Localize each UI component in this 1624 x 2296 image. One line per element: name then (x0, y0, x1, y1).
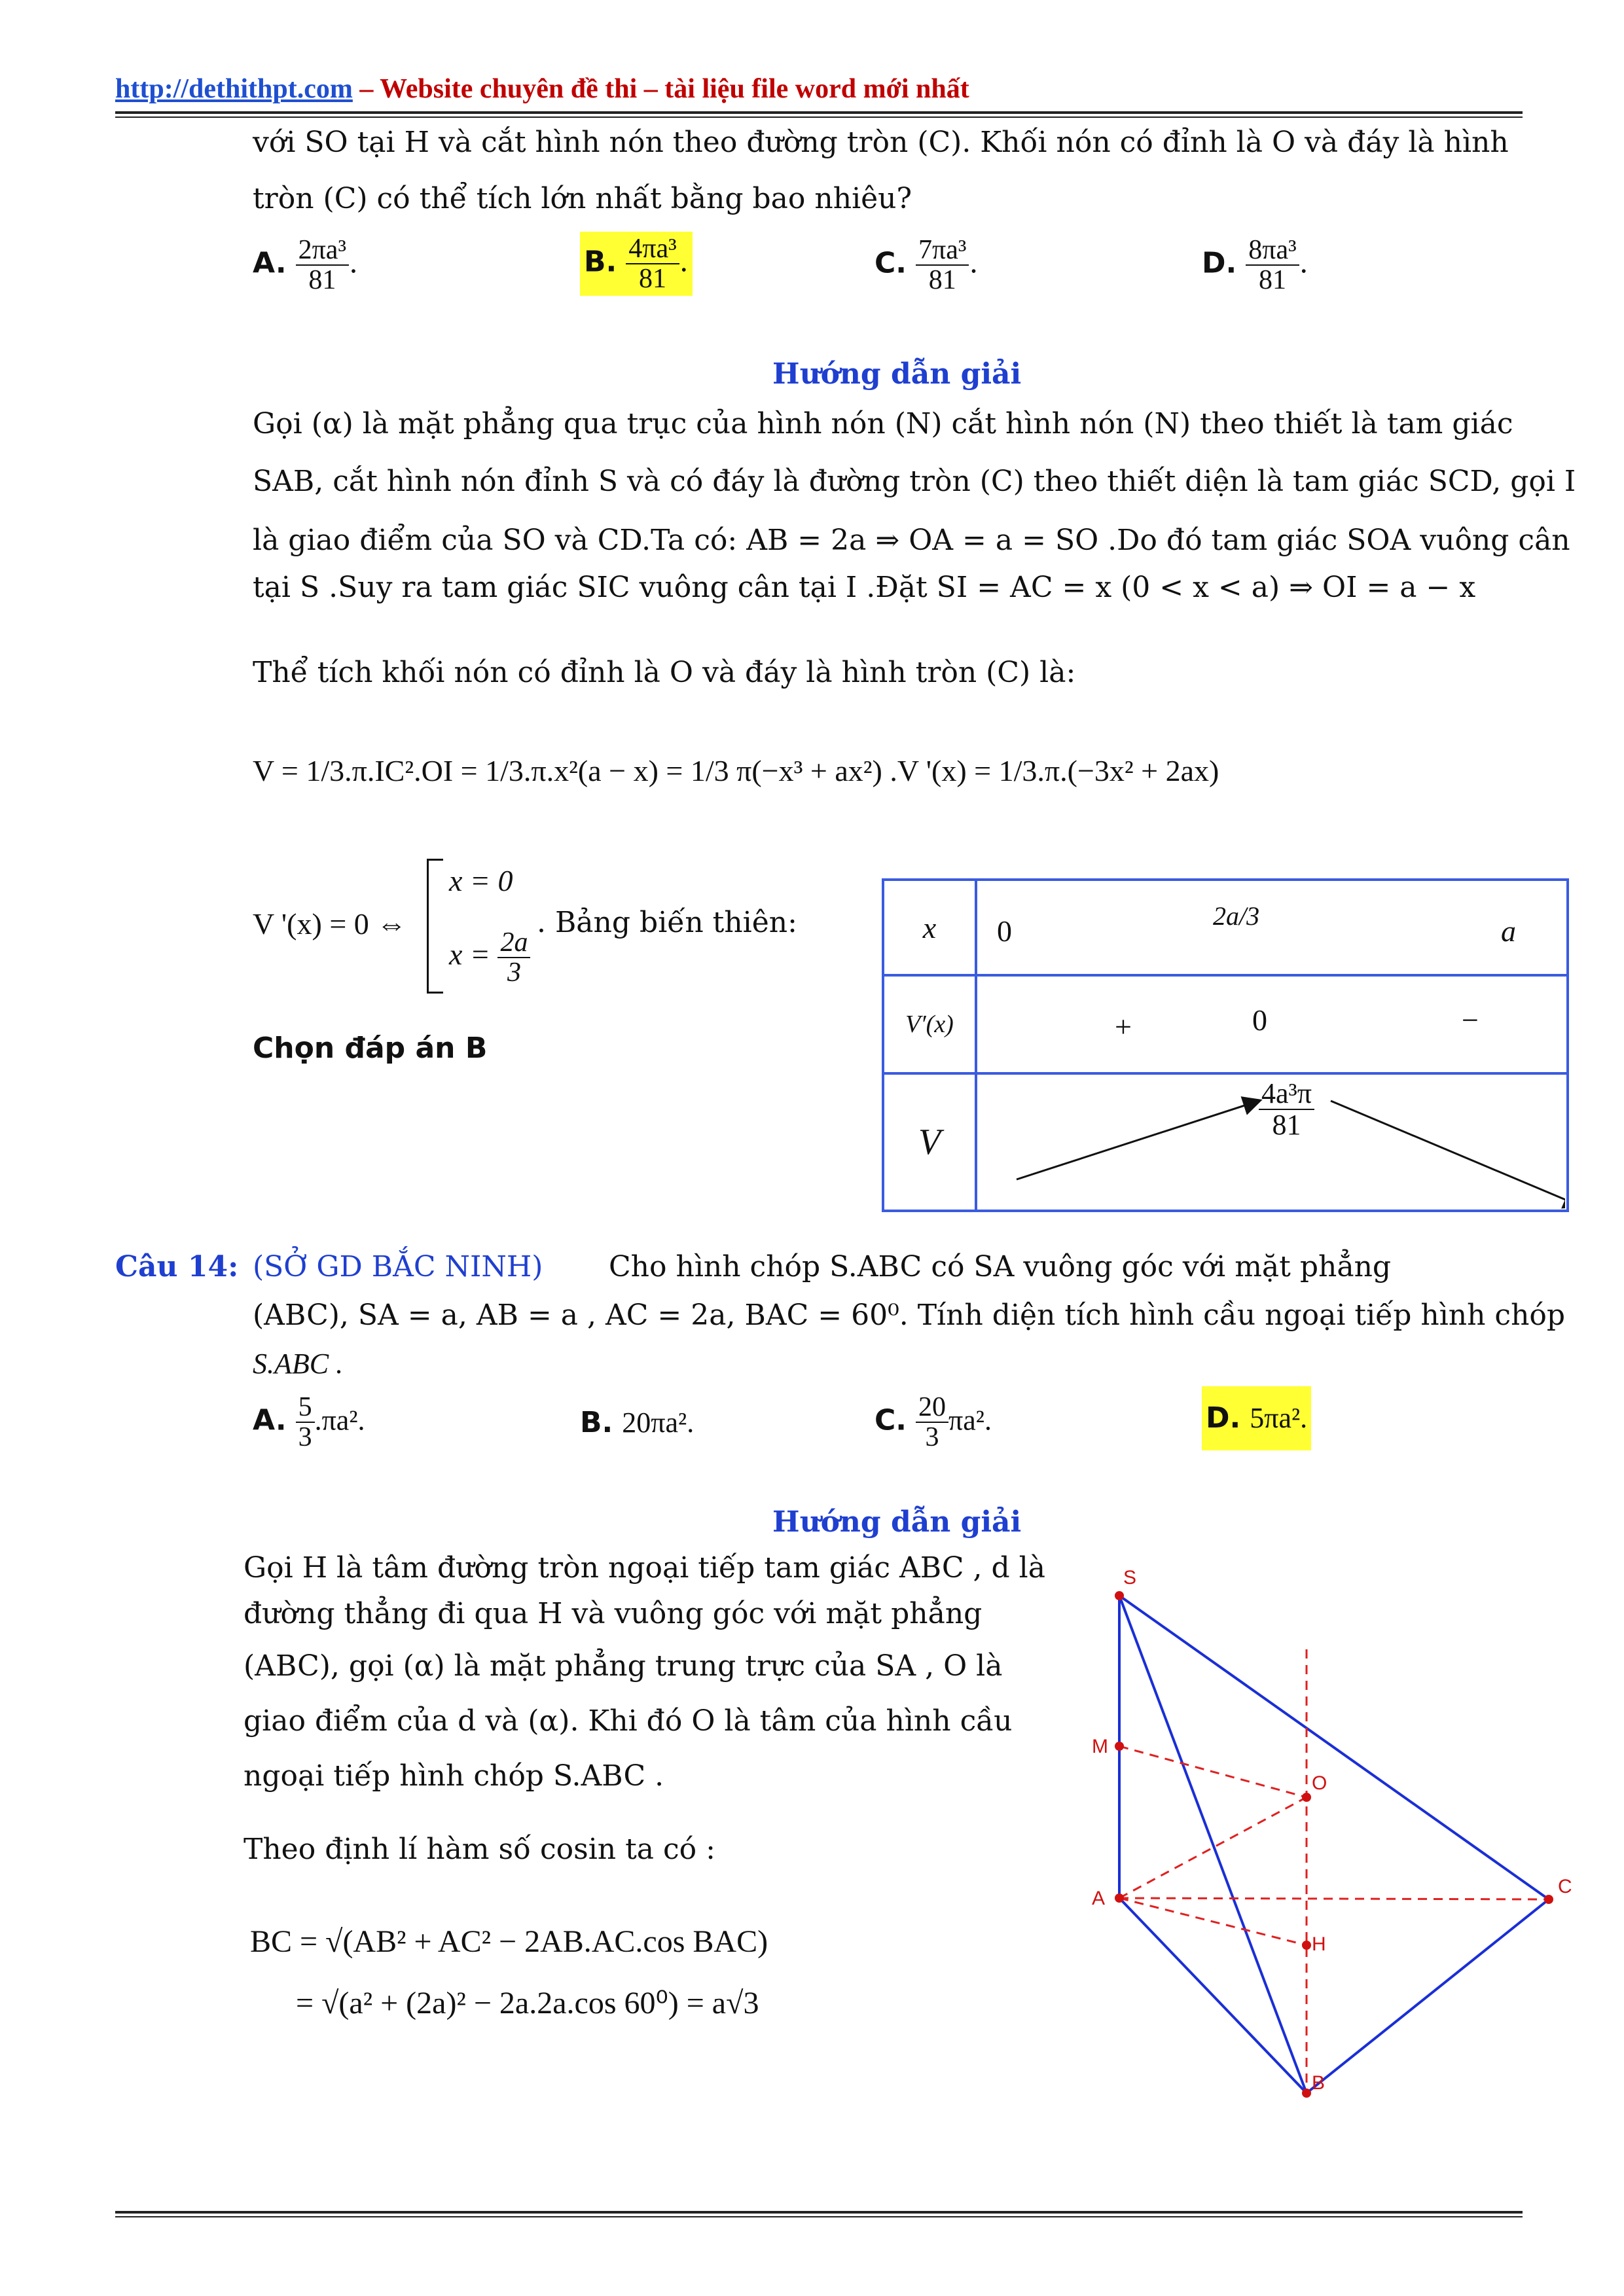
figure-labels (1092, 1567, 1572, 2094)
root2-fraction (497, 928, 530, 987)
option-fraction (626, 234, 679, 293)
table-x-values (976, 880, 1568, 975)
fraction-num: 20 (916, 1393, 948, 1423)
x-val-0: 0 (997, 914, 1012, 948)
option-label: C. (875, 246, 907, 280)
line-ah (1119, 1898, 1307, 1945)
q14-option-a (253, 1393, 365, 1452)
increasing-arrow (1017, 1101, 1259, 1179)
pyramid-edges (1119, 1596, 1549, 2093)
q14-line1: Cho hình chóp S.ABC có SA vuông góc với mặt phẳng (609, 1250, 1392, 1283)
fraction-den: 81 (308, 265, 336, 296)
q14-sol-line6: Theo định lí hàm số cosin ta có : (244, 1833, 715, 1866)
option-fraction (296, 1393, 315, 1452)
q13-deriv-lhs: V '(x) = 0 ⇔ (253, 907, 407, 941)
q14-option-d (1202, 1386, 1311, 1450)
site-link[interactable]: http://dethithpt.com (115, 74, 353, 104)
option-label: D. (1206, 1401, 1241, 1435)
q14-source: (SỞ GD BẮC NINH) (253, 1250, 543, 1283)
q13-root2 (449, 928, 530, 987)
q13-sol-line5: Thể tích khối nón có đỉnh là O và đáy là hình tròn (C) là: (253, 656, 1076, 689)
fraction-num: 2πa³ (296, 236, 349, 266)
site-header (115, 73, 969, 105)
table-dv-values (976, 975, 1568, 1073)
fraction-num: 5 (296, 1393, 315, 1423)
line-mo (1119, 1746, 1307, 1797)
q14-sol-line3: (ABC), gọi (α) là mặt phẳng trung trực của SA , O là (244, 1649, 1003, 1683)
option-label: C. (875, 1403, 907, 1437)
decreasing-arrow (1331, 1101, 1565, 1206)
q14-bc-line1: BC = √(AB² + AC² − 2AB.AC.cos BAC) (250, 1924, 768, 1959)
q13-sol-line3: là giao điểm của SO và CD.Ta có: AB = 2a ⇒ OA = a = SO .Do đó tam giác SOA vuông cân (253, 524, 1570, 557)
q14-sol-line2: đường thẳng đi qua H và vuông góc với mặt phẳng (244, 1597, 983, 1630)
dv-val-2: − (1462, 1003, 1479, 1037)
fraction-den: 81 (928, 265, 956, 296)
header-rule (115, 111, 1523, 114)
q13-option-c: C. $\frac{\text{7πa³}}{81}$ . (875, 235, 979, 296)
table-v-label: V (883, 1073, 976, 1211)
point-m (1115, 1742, 1124, 1751)
q13-sol-line1: Gọi (α) là mặt phẳng qua trục của hình nón (N) cắt hình nón (N) theo thiết là tam giác (253, 407, 1513, 440)
q14-sol-line5: ngoại tiếp hình chóp S.ABC . (244, 1759, 664, 1793)
system-bracket (427, 859, 443, 994)
q13-answer: Chọn đáp án B (253, 1031, 488, 1065)
fraction-den: 81 (1258, 265, 1286, 296)
edge-ab (1119, 1898, 1307, 2093)
label-o: O (1312, 1772, 1327, 1794)
figure-points (1115, 1591, 1553, 2098)
option-fraction (296, 236, 349, 295)
x-val-1: 2a/3 (1213, 901, 1260, 931)
label-s: S (1123, 1567, 1137, 1588)
q14-option-b (580, 1406, 694, 1439)
edge-sc (1119, 1596, 1549, 1899)
fraction-den: 3 (925, 1422, 939, 1453)
fraction-num: 8πa³ (1246, 236, 1299, 266)
label-m: M (1092, 1736, 1108, 1757)
table-dv-label: V′(x) (883, 975, 976, 1073)
footer-rule (115, 2211, 1523, 2214)
label-h: H (1312, 1933, 1326, 1955)
q13-sol-line4: tại S .Suy ra tam giác SIC vuông cân tại I .Đặt SI = AC = x (0 < x < a) ⇒ OI = a − x (253, 571, 1476, 604)
q14-sol-line1: Gọi H là tâm đường tròn ngoại tiếp tam giác ABC , d là (244, 1551, 1045, 1585)
q13-table-intro: . Bảng biến thiên: (537, 906, 797, 939)
header-dash: – (352, 74, 380, 104)
point-b (1302, 2089, 1311, 2098)
q14-sol-line4: giao điểm của d và (α). Khi đó O là tâm của hình cầu (244, 1704, 1013, 1738)
point-h (1302, 1941, 1311, 1950)
q14-line3: S.ABC . (253, 1348, 344, 1380)
pyramid-figure (1074, 1558, 1597, 2134)
fraction-den: 3 (298, 1422, 312, 1453)
option-label: A. (253, 246, 287, 280)
q14-bc-line2: = √(a² + (2a)² − 2a.2a.cos 60⁰) = a√3 (296, 1986, 759, 2020)
q13-root1: x = 0 (449, 864, 513, 897)
footer-rule-thin (115, 2216, 1523, 2217)
option-label: A. (253, 1403, 287, 1437)
fraction-den: 81 (638, 264, 666, 295)
q14-line1-wrap (115, 1250, 238, 1285)
q14-label: Câu 14: (115, 1250, 239, 1283)
point-a (1115, 1893, 1124, 1903)
label-b: B (1312, 2072, 1326, 2094)
label-a: A (1092, 1888, 1106, 1909)
header-tagline: Website chuyên đề thi – tài liệu file word mới nhất (380, 74, 969, 104)
option-label: D. (1202, 246, 1237, 280)
edge-bc (1307, 1899, 1549, 2093)
dv-val-1: 0 (1252, 1003, 1267, 1037)
q14-solution-title: Hướng dẫn giải (772, 1505, 1022, 1539)
fraction-den: 3 (507, 958, 521, 988)
option-fraction (916, 1393, 948, 1452)
q13-line2: tròn (C) có thể tích lớn nhất bằng bao nhiêu? (253, 182, 912, 215)
label-c: C (1558, 1876, 1572, 1897)
fraction-num: 4πa³ (626, 234, 679, 264)
root2-lhs: x = (449, 937, 490, 971)
q13-line1: với SO tại H và cắt hình nón theo đường tròn (C). Khối nón có đỉnh là O và đáy là hình (253, 126, 1509, 159)
option-label: B. (584, 245, 617, 279)
fraction-num: 2a (497, 928, 530, 958)
point-s (1115, 1591, 1124, 1600)
fraction-num: 7πa³ (916, 236, 969, 266)
point-c (1544, 1895, 1553, 1904)
table-v-values (976, 1073, 1568, 1211)
edge-sb (1119, 1596, 1307, 2093)
option-value: 20πa². (622, 1407, 695, 1439)
point-o (1302, 1793, 1311, 1802)
line-ac (1119, 1898, 1549, 1899)
q14-option-c (875, 1393, 992, 1452)
option-fraction (1246, 236, 1299, 295)
q13-sol-line2: SAB, cắt hình nón đỉnh S và có đáy là đường tròn (C) theo thiết diện là tam giác SCD, gọi I (253, 465, 1576, 498)
variation-table (882, 878, 1569, 1212)
header-rule-thin (115, 117, 1523, 118)
fraction-den: 81 (1272, 1109, 1301, 1141)
table-x-label: x (883, 880, 976, 975)
q13-volume-formula: V = 1/3.π.IC².OI = 1/3.π.x²(a − x) = 1/3 π(−x³ + ax²) .V '(x) = 1/3.π.(−3x² + 2ax) (253, 754, 1219, 787)
option-value: 5πa². (1250, 1402, 1308, 1434)
q13-option-b: B. $\frac{\text{4πa³}}{81}$ . (580, 232, 693, 296)
q13-option-d: D. $\frac{\text{8πa³}}{81}$ . (1202, 235, 1308, 296)
variation-arrows (977, 1075, 1565, 1212)
construction-lines (1119, 1649, 1549, 2093)
dv-val-0: + (1115, 1010, 1132, 1043)
q13-solution-title: Hướng dẫn giải (772, 357, 1022, 391)
option-tail: .πa². (314, 1404, 365, 1437)
option-fraction (916, 236, 969, 295)
q14-line2: (ABC), SA = a, AB = a , AC = 2a, BAC = 60⁰. Tính diện tích hình cầu ngoại tiếp hình chóp (253, 1299, 1566, 1332)
option-tail: πa². (948, 1404, 992, 1437)
x-val-2: a (1501, 914, 1516, 948)
fraction-num: 4a³π (1259, 1079, 1314, 1110)
option-label: B. (580, 1406, 613, 1439)
q13-option-a: A. $\frac{\text{2πa³}}{81}$ . (253, 235, 359, 296)
